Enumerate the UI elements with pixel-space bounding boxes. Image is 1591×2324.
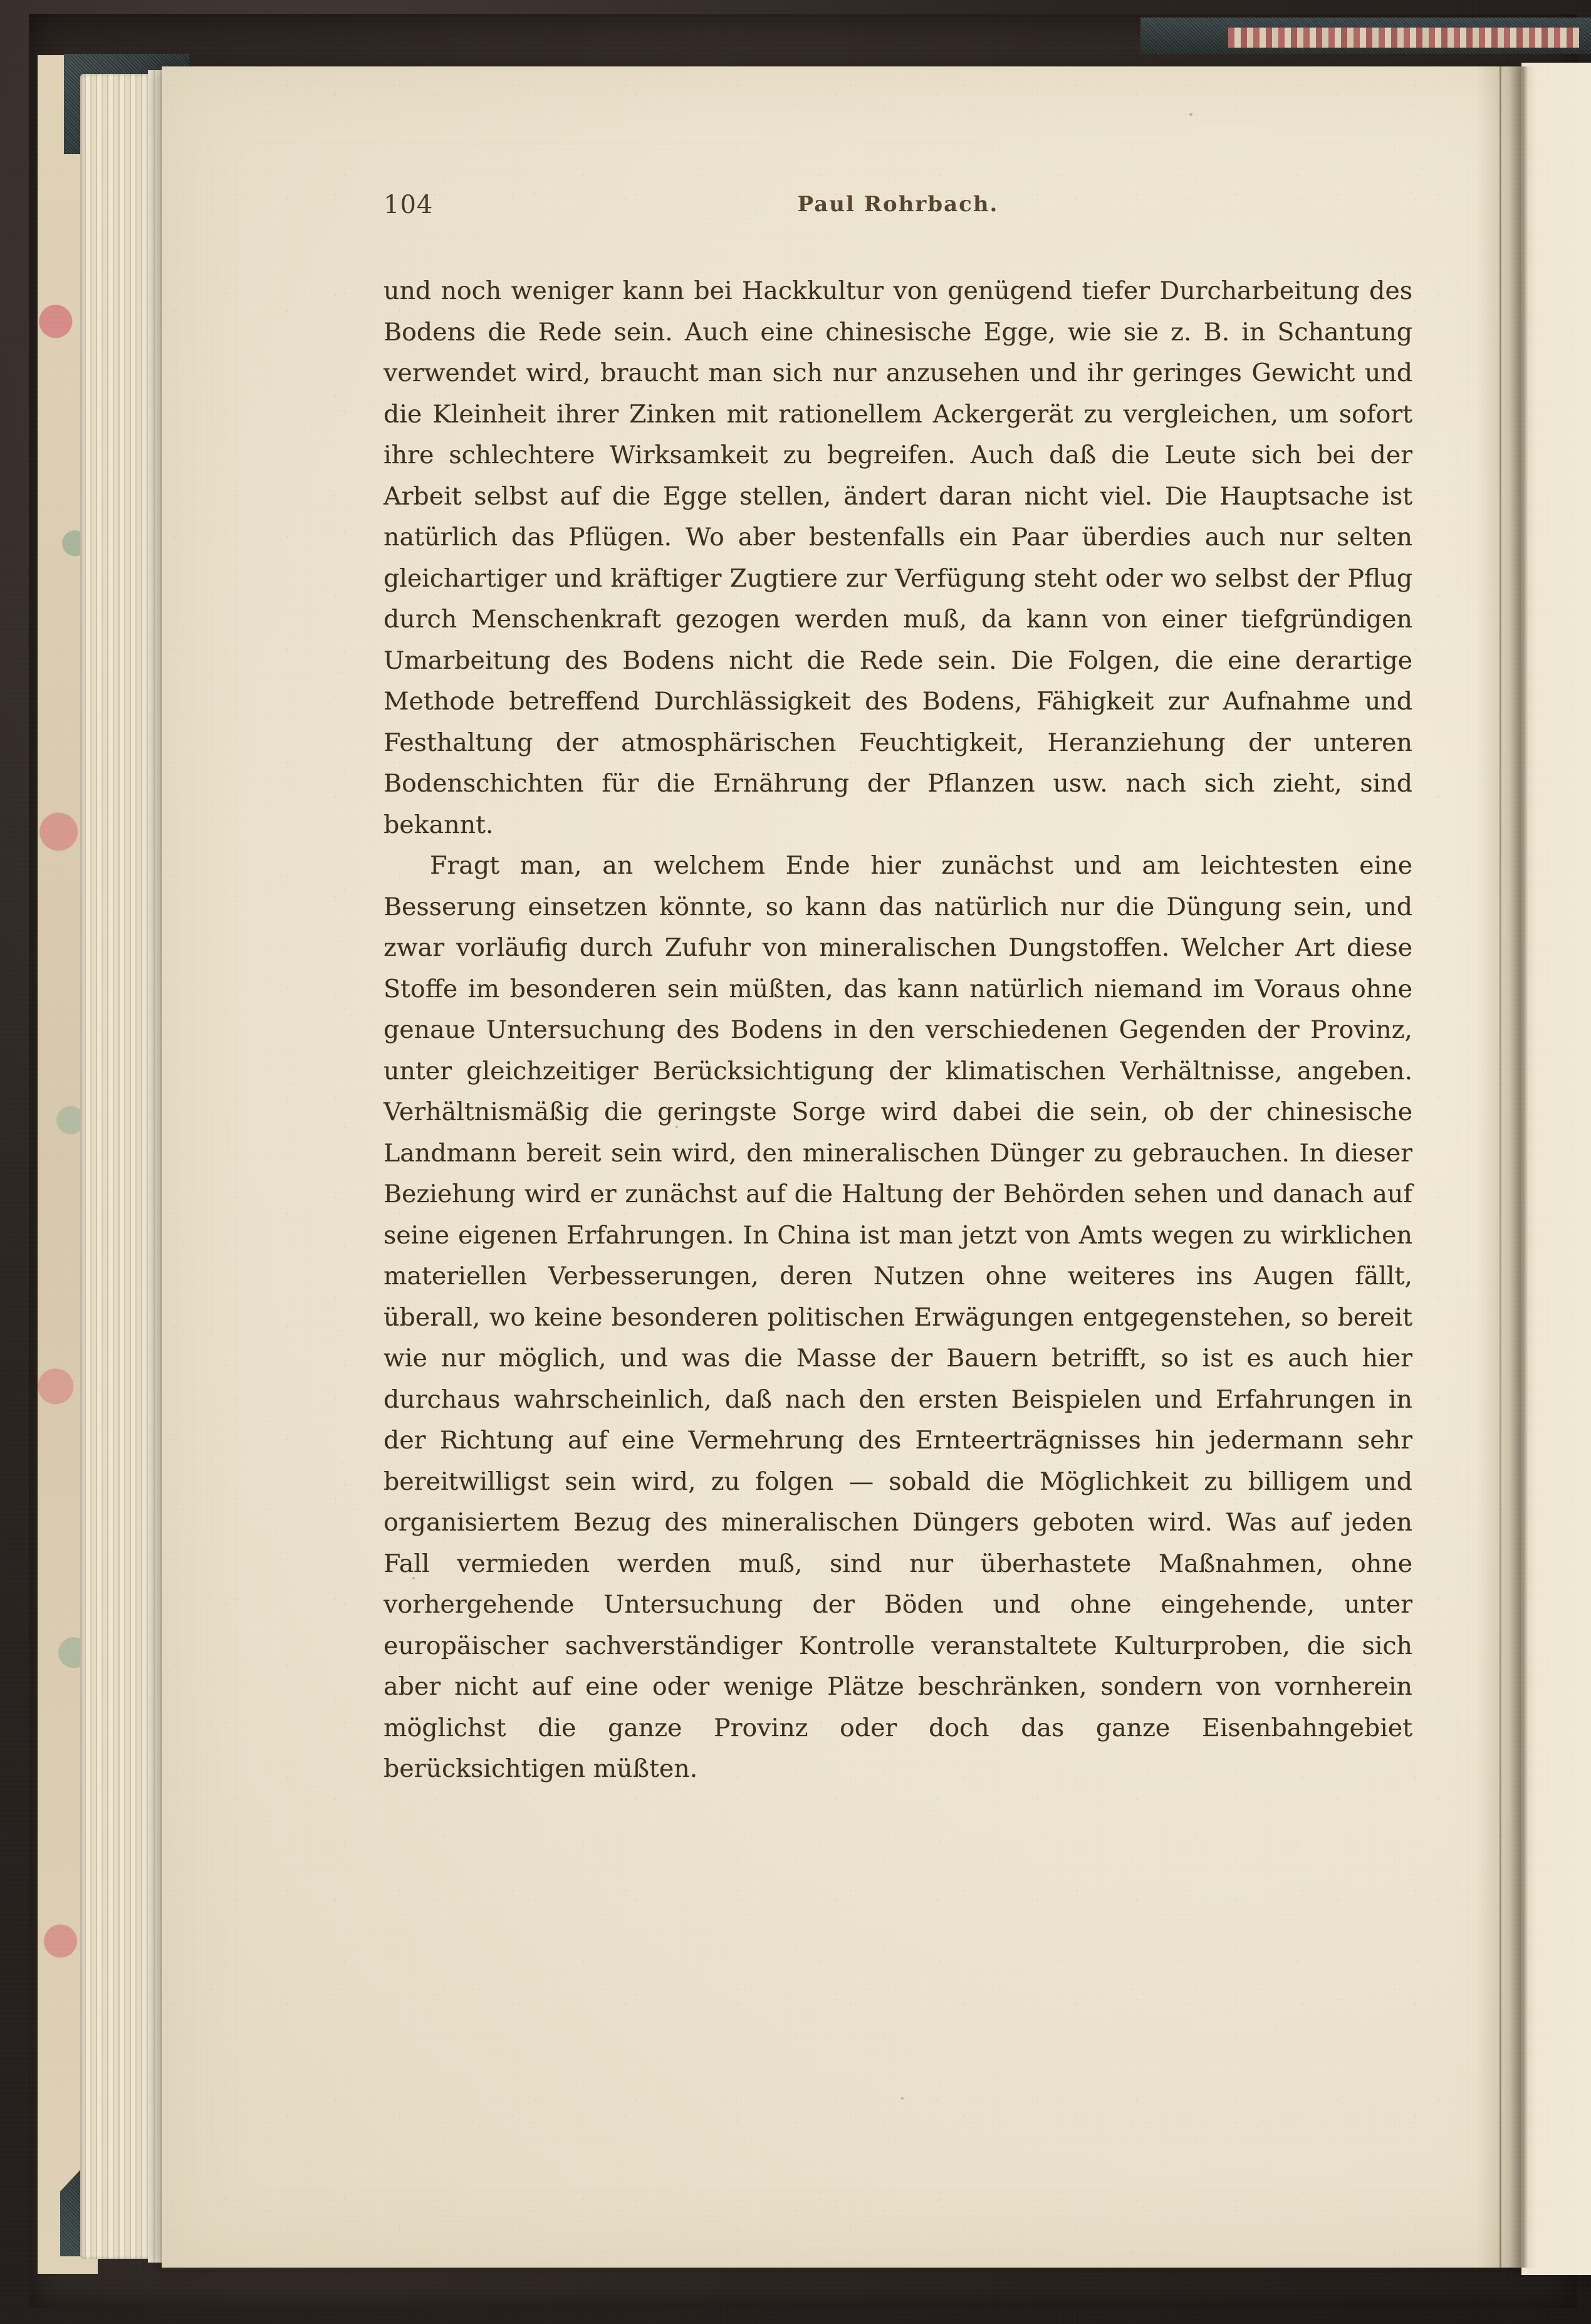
gutter-shadow: [1476, 66, 1536, 2268]
gutter-fold-line: [1500, 66, 1501, 2268]
printed-page-leaf: [162, 66, 1534, 2268]
headband: [1228, 28, 1579, 48]
body-text: [383, 271, 1412, 1790]
paper-speck: [901, 2097, 904, 2100]
paragraph: und noch weniger kann bei Hackkultur von genügend tiefer Durcharbeitung des Bodens die Rede sein. Auch eine chinesische Egge, wie sie z. B. in Schantung verwendet wird, braucht man sich nur anzusehen und ihr geringes Gewicht und die Kleinheit ihrer Zinken mit rationellem Ackergerät zu vergleichen, um sofort ihre schlechtere Wirksamkeit zu begreifen. Auch daß die Leute sich bei der Arbeit selbst auf die Egge stellen, ändert daran nicht viel. Die Hauptsache ist natürlich das Pflügen. Wo aber bestenfalls ein Paar überdies auch nur selten gleichartiger und kräftiger Zugtiere zur Verfügung steht oder wo selbst der Pflug durch Menschenkraft gezogen werden muß, da kann von einer tiefgründigen Umarbeitung des Bodens nicht die Rede sein. Die Folgen, die eine derartige Methode betreffend Durchlässigkeit des Bodens, Fähigkeit zur Aufnahme und Festhaltung der atmosphärischen Feuchtigkeit, Heranziehung der unteren Bodenschichten für die Ernährung der Pflanzen usw. nach sich zieht, sind bekannt.: [383, 276, 1412, 839]
paper-speck: [1189, 113, 1192, 116]
paragraph: Fragt man, an welchem Ende hier zunächst und am leichtesten eine Besserung einsetzen könnte, so kann das natürlich nur die Düngung sein, und zwar vorläufig durch Zufuhr von mineralischen Dungstoffen. Welcher Art diese Stoffe im besonderen sein müßten, das kann natürlich niemand im Voraus ohne genaue Untersuchung des Bodens in den verschiedenen Gegenden der Provinz, unter gleichzeitiger Berücksichtigung der klimatischen Verhältnisse, angeben. Verhältnismäßig die geringste Sorge wird dabei die sein, ob der chinesische Landmann bereit sein wird, den mineralischen Dünger zu gebrauchen. In dieser Beziehung wird er zunächst auf die Haltung der Behörden sehen und danach auf seine eigenen Erfahrungen. In China ist man jetzt von Amts wegen zu wirklichen materiellen Verbesserungen, deren Nutzen ohne weiteres ins Augen fällt, überall, wo keine besonderen politischen Erwägungen entgegenstehen, so bereit wie nur möglich, und was die Masse der Bauern betrifft, so ist es auch hier durchaus wahrscheinlich, daß nach den ersten Beispielen und Erfahrungen in der Richtung auf eine Vermehrung des Ernteerträgnisses hin jedermann sehr bereitwilligst sein wird, zu folgen — sobald die Möglichkeit zu billigem und organisiertem Bezug des mineralischen Düngers geboten wird. Was auf jeden Fall vermieden werden muß, sind nur überhastete Maßnahmen, ohne vorhergehende Untersuchung der Böden und ohne eingehende, unter europäischer sachverständiger Kontrolle veranstaltete Kulturproben, die sich aber nicht auf eine oder wenige Plätze beschränken, sondern von vornherein möglichst die ganze Provinz oder doch das ganze Eisenbahngebiet berücksichtigen müßten.: [383, 851, 1412, 1783]
text-block: [383, 179, 1412, 1790]
page-number: 104: [383, 191, 434, 219]
fore-edge-page-stack: [80, 74, 154, 2259]
running-head-author: Paul Rohrbach.: [797, 192, 999, 217]
running-header: [383, 179, 1412, 229]
